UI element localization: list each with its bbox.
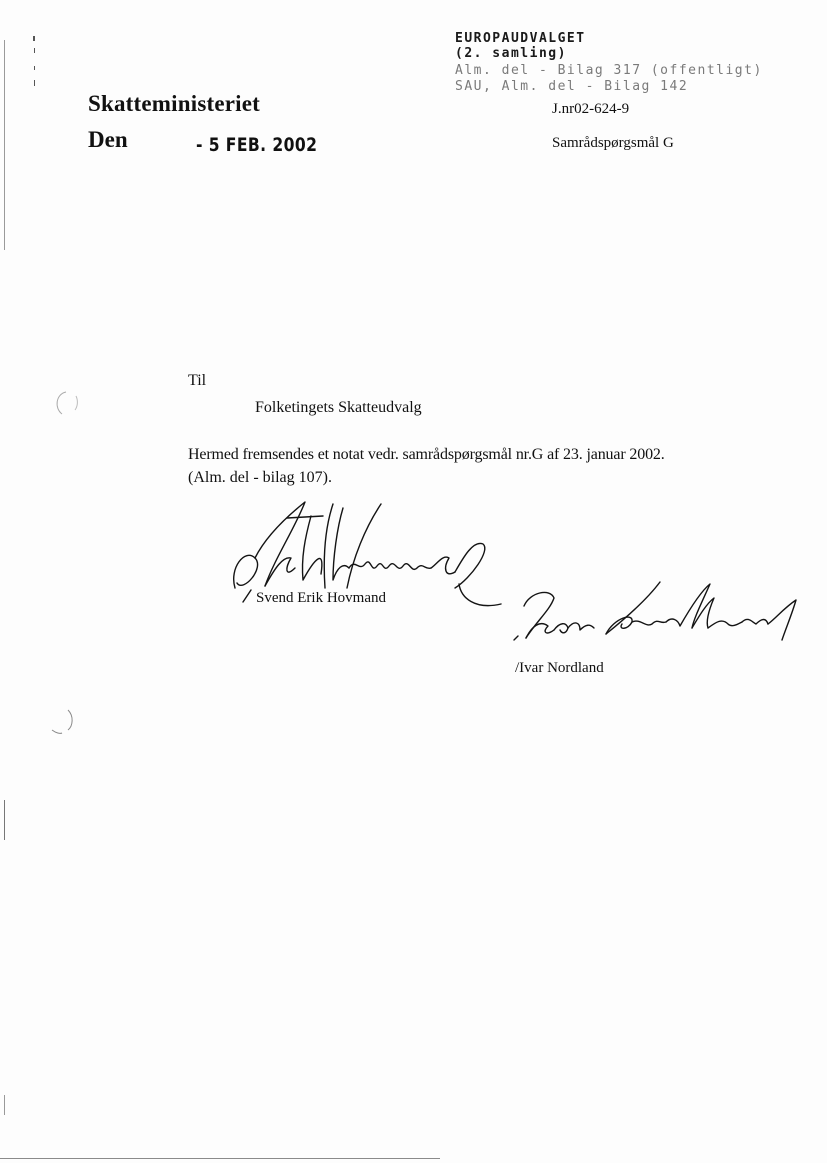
margin-mark <box>34 66 35 70</box>
signature-nordland <box>510 578 800 648</box>
margin-mark <box>4 800 5 840</box>
stamp-session: (2. samling) <box>455 46 567 61</box>
margin-mark <box>33 36 35 41</box>
date-label: Den <box>88 127 128 152</box>
signatory-nordland: /Ivar Nordland <box>515 660 604 676</box>
body-line-1: Hermed fremsendes et notat vedr. samrådspørgsmål nr.G af 23. januar 2002. <box>188 446 665 463</box>
stamp-bilag-eu: Alm. del - Bilag 317 (offentligt) <box>455 63 763 78</box>
signatory-hovmand: Svend Erik Hovmand <box>256 590 386 606</box>
journal-number: J.nr02-624-9 <box>552 101 630 117</box>
body-line-2: (Alm. del - bilag 107). <box>188 469 332 486</box>
margin-mark <box>34 80 35 86</box>
margin-mark <box>4 40 5 250</box>
bottom-scan-line <box>0 1158 440 1159</box>
stamp-bilag-sau: SAU, Alm. del - Bilag 142 <box>455 79 689 94</box>
to-label: Til <box>188 372 207 389</box>
margin-mark <box>4 1095 5 1115</box>
subject-line: Samrådspørgsmål G <box>552 135 674 151</box>
recipient-committee: Folketingets Skatteudvalg <box>255 399 422 416</box>
date-stamp: - 5 FEB. 2002 <box>196 134 318 156</box>
punch-hole-mark <box>48 388 88 422</box>
margin-mark <box>34 48 35 53</box>
punch-hole-mark <box>48 706 88 740</box>
ministry-name: Skatteministeriet <box>88 91 261 116</box>
stamp-committee: EUROPAUDVALGET <box>455 31 586 46</box>
